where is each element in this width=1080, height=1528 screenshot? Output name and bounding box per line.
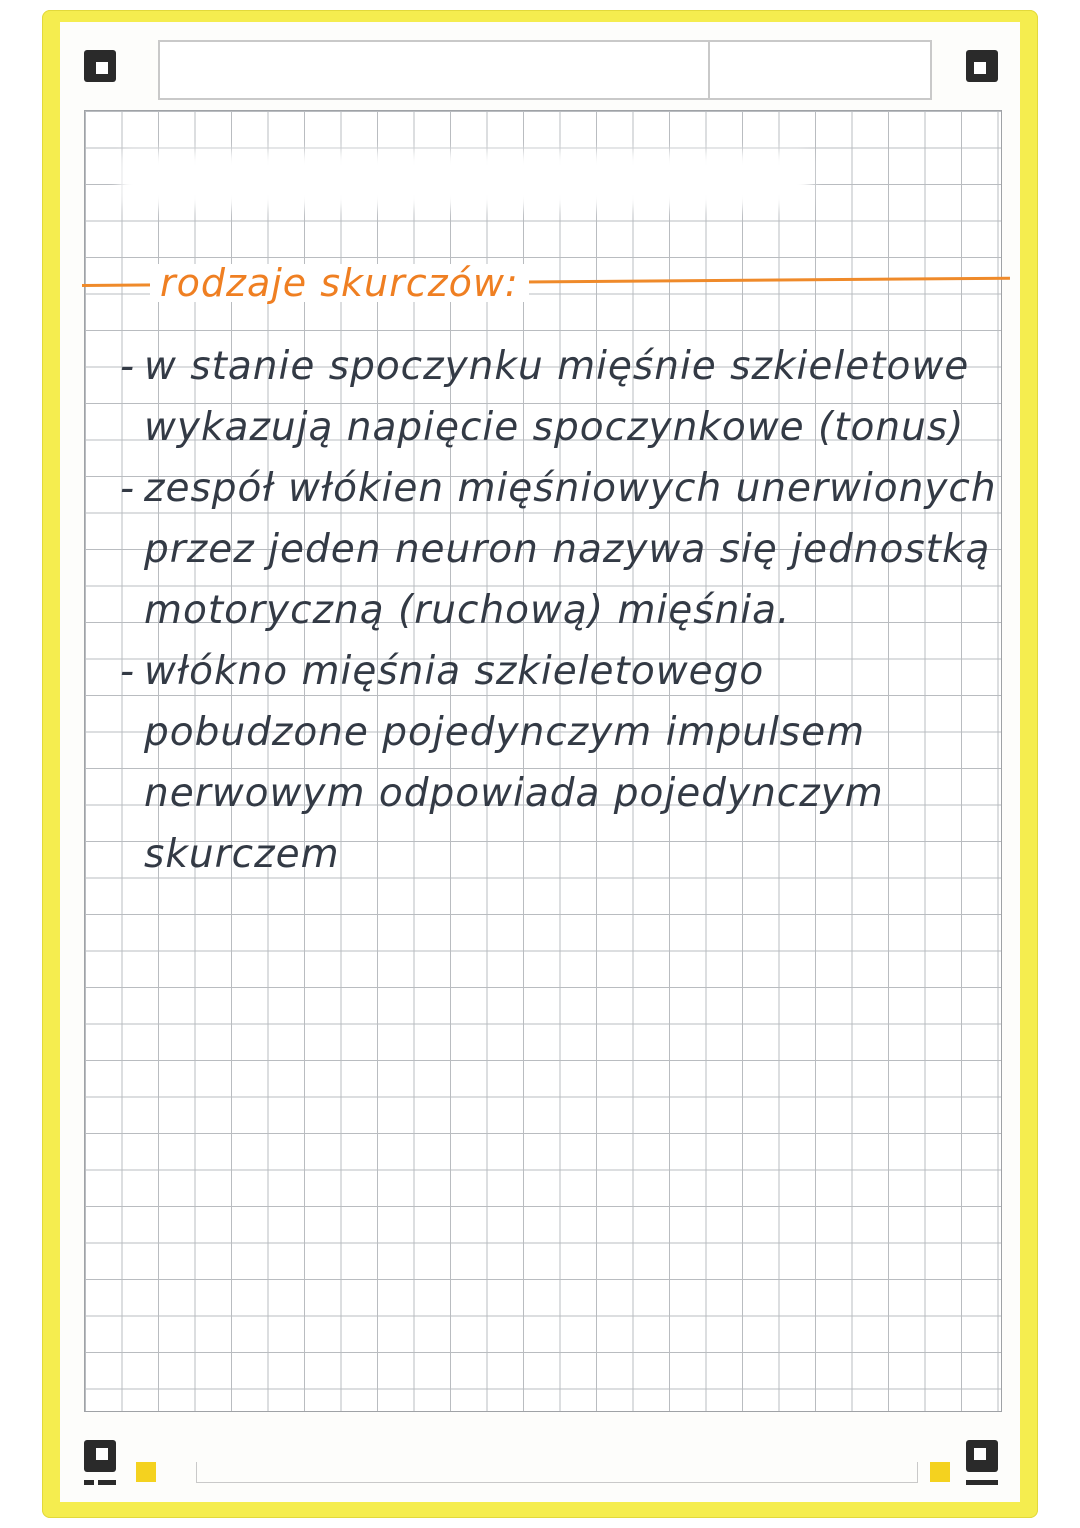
bottom-strip (196, 1462, 918, 1483)
note-item: - włókno mięśnia szkieletowego pobudzone pojedynczym impulsem nerwowym odpowiada pojedynczym skurczem (120, 641, 1000, 885)
section-heading: rodzaje skurczów: (150, 264, 529, 302)
header-box (158, 40, 932, 100)
note-item: - zespół włókien mięśniowych unerwionych przez jeden neuron nazywa się jednostką motoryczną (ruchową) mięśnia. (120, 458, 1000, 641)
dash-marker (98, 1480, 116, 1485)
blurred-title (120, 152, 810, 208)
yellow-square-right (930, 1462, 950, 1482)
yellow-square-left (136, 1462, 156, 1482)
notes-list (120, 336, 1000, 885)
corner-marker-bottom-left-icon (84, 1440, 116, 1472)
corner-marker-top-left-icon (84, 50, 116, 82)
corner-marker-top-right-icon (966, 50, 998, 82)
note-item: - w stanie spoczynku mięśnie szkieletowe wykazują napięcie spoczynkowe (tonus) (120, 336, 1000, 458)
dash-marker (84, 1480, 94, 1485)
header-divider (708, 42, 710, 98)
dash-marker (966, 1480, 998, 1485)
corner-marker-bottom-right-icon (966, 1440, 998, 1472)
